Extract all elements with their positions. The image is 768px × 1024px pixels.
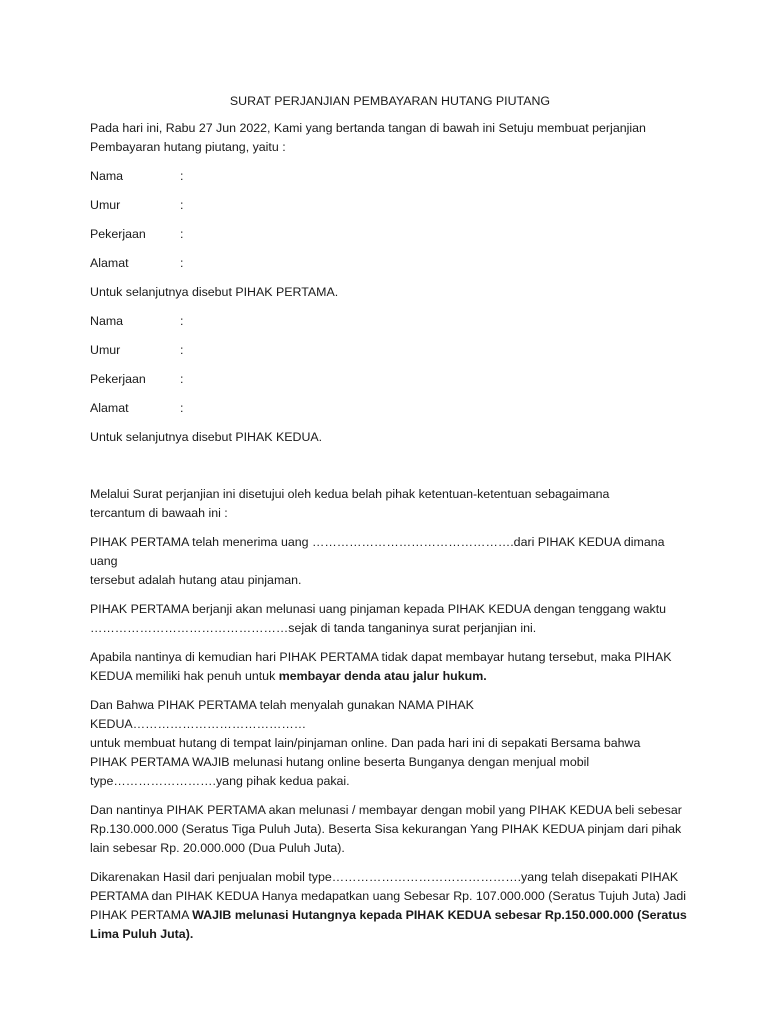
spacer bbox=[90, 457, 690, 485]
party2-field-alamat bbox=[90, 399, 690, 418]
paragraph-payment bbox=[90, 801, 690, 858]
field-label: Pekerjaan bbox=[90, 227, 146, 241]
party1-closing: Untuk selanjutnya disebut PIHAK PERTAMA. bbox=[90, 285, 339, 299]
field-colon: : bbox=[180, 256, 184, 270]
document-title: SURAT PERJANJIAN PEMBAYARAN HUTANG PIUTANG bbox=[229, 94, 551, 108]
field-colon: : bbox=[180, 227, 184, 241]
paragraph-line bbox=[90, 667, 690, 686]
paragraph-line: lain sebesar Rp. 20.000.000 (Dua Puluh Juta). bbox=[90, 841, 345, 855]
field-colon: : bbox=[180, 343, 184, 357]
field-label: Nama bbox=[90, 169, 124, 183]
text-run-bold: WAJIB melunasi Hutangnya kepada PIHAK KEDUA sebesar Rp.150.000.000 (Seratus bbox=[192, 908, 687, 922]
paragraph-conclusion bbox=[90, 868, 690, 944]
paragraph-line: Dan Bahwa PIHAK PERTAMA telah menyalah gunakan NAMA PIHAK KEDUA…………………………………… bbox=[90, 698, 474, 731]
field-label: Umur bbox=[90, 198, 121, 212]
field-colon: : bbox=[180, 372, 184, 386]
intro-line: Pembayaran hutang piutang, yaitu : bbox=[90, 140, 286, 154]
field-colon: : bbox=[180, 169, 184, 183]
field-label: Alamat bbox=[90, 401, 129, 415]
paragraph-line bbox=[90, 906, 690, 925]
paragraph-line: tercantum di bawaah ini : bbox=[90, 506, 228, 520]
paragraph-line: PIHAK PERTAMA telah menerima uang ………………………………………….dari PIHAK KEDUA dimana uang bbox=[90, 535, 665, 568]
paragraph-promise bbox=[90, 600, 690, 638]
document-body bbox=[90, 92, 690, 954]
paragraph-line: Dan nantinya PIHAK PERTAMA akan melunasi / membayar dengan mobil yang PIHAK KEDUA beli sebesar bbox=[90, 803, 682, 817]
party1-field-nama bbox=[90, 167, 690, 186]
paragraph-line: PIHAK PERTAMA berjanji akan melunasi uang pinjaman kepada PIHAK KEDUA dengan tenggang waktu bbox=[90, 602, 667, 616]
party2-field-umur bbox=[90, 341, 690, 360]
paragraph-received bbox=[90, 533, 690, 590]
paragraph-line: tersebut adalah hutang atau pinjaman. bbox=[90, 573, 302, 587]
field-colon: : bbox=[180, 314, 184, 328]
paragraph-line: Apabila nantinya di kemudian hari PIHAK PERTAMA tidak dapat membayar hutang tersebut, maka PIHAK bbox=[90, 650, 672, 664]
paragraph-misuse bbox=[90, 696, 690, 791]
field-label: Alamat bbox=[90, 256, 129, 270]
paragraph-line-bold: Lima Puluh Juta). bbox=[90, 927, 194, 941]
party1-field-umur bbox=[90, 196, 690, 215]
paragraph-default bbox=[90, 648, 690, 686]
party1-field-pekerjaan bbox=[90, 225, 690, 244]
intro-paragraph bbox=[90, 119, 690, 157]
text-run: PIHAK PERTAMA bbox=[90, 908, 193, 922]
paragraph-line: PIHAK PERTAMA WAJIB melunasi hutang online beserta Bunganya dengan menjual mobil bbox=[90, 755, 590, 769]
field-label: Pekerjaan bbox=[90, 372, 146, 386]
field-label: Umur bbox=[90, 343, 121, 357]
text-run: KEDUA memiliki hak penuh untuk bbox=[90, 669, 279, 683]
paragraph-line: …………………………………………sejak di tanda tanganinya surat perjanjian ini. bbox=[90, 621, 537, 635]
paragraph-agreement bbox=[90, 485, 690, 523]
paragraph-line: PERTAMA dan PIHAK KEDUA Hanya medapatkan uang Sebesar Rp. 107.000.000 (Seratus Tujuh Juta) Jadi bbox=[90, 889, 687, 903]
party2-field-nama bbox=[90, 312, 690, 331]
paragraph-line: Dikarenakan Hasil dari penjualan mobil type……………………………………….yang telah disepakati PIHAK bbox=[90, 870, 679, 884]
paragraph-line: type…………………….yang pihak kedua pakai. bbox=[90, 774, 350, 788]
paragraph-line: Melalui Surat perjanjian ini disetujui oleh kedua belah pihak ketentuan-ketentuan sebagaimana bbox=[90, 487, 610, 501]
party2-field-pekerjaan bbox=[90, 370, 690, 389]
field-colon: : bbox=[180, 198, 184, 212]
paragraph-line: untuk membuat hutang di tempat lain/pinjaman online. Dan pada hari ini di sepakati Bersama bahwa bbox=[90, 736, 641, 750]
field-colon: : bbox=[180, 401, 184, 415]
paragraph-line: Rp.130.000.000 (Seratus Tiga Puluh Juta). Beserta Sisa kekurangan Yang PIHAK KEDUA pinjam dari pihak bbox=[90, 822, 682, 836]
intro-line: Pada hari ini, Rabu 27 Jun 2022, Kami yang bertanda tangan di bawah ini Setuju membuat perjanjian bbox=[90, 121, 646, 135]
party1-field-alamat bbox=[90, 254, 690, 273]
party2-closing: Untuk selanjutnya disebut PIHAK KEDUA. bbox=[90, 430, 323, 444]
field-label: Nama bbox=[90, 314, 124, 328]
text-run-bold: membayar denda atau jalur hukum. bbox=[278, 669, 487, 683]
